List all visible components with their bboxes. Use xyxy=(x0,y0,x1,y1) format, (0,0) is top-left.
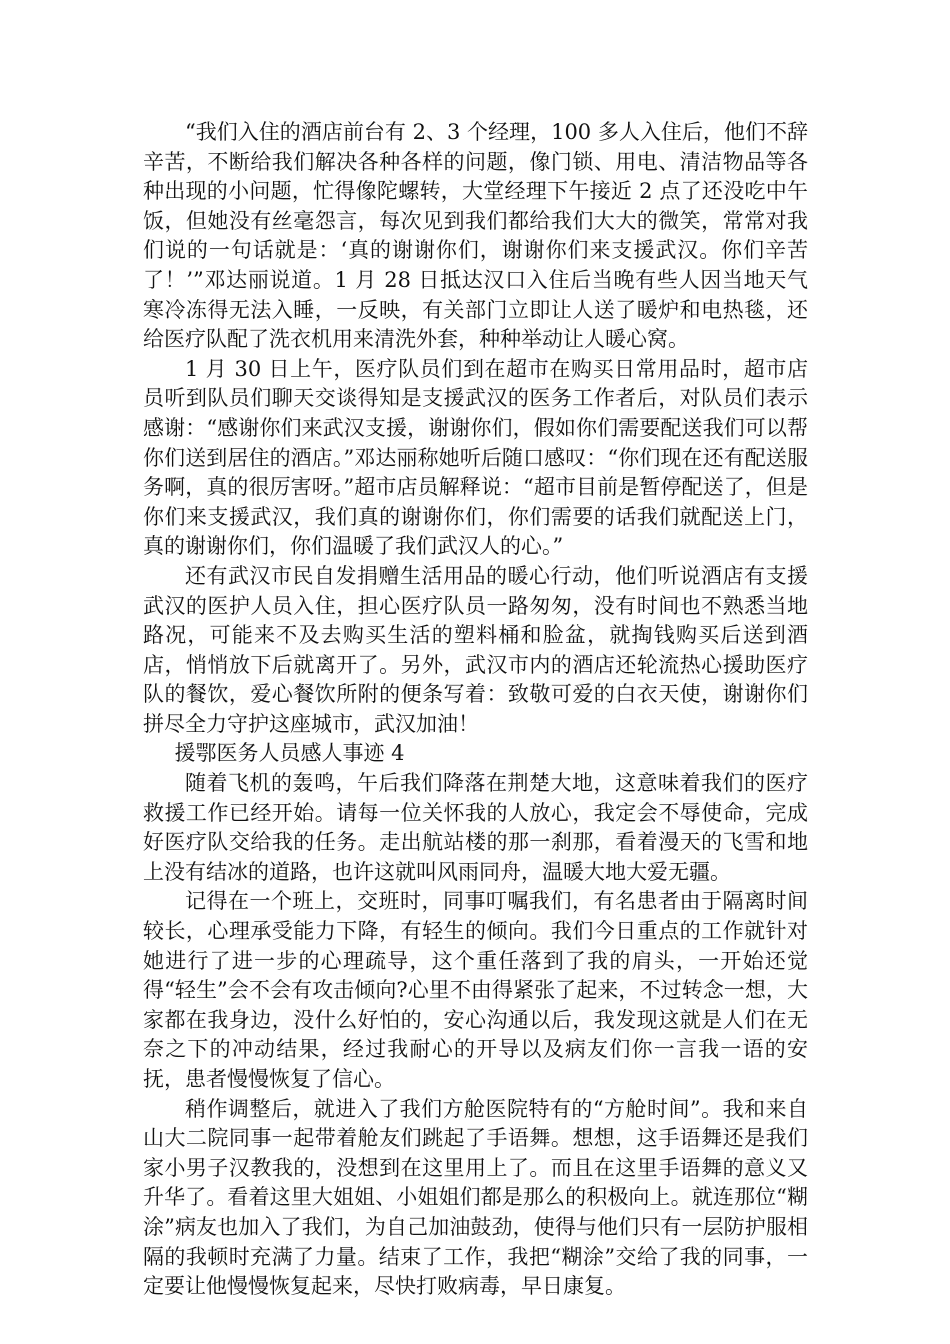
paragraph-arrival: 随着飞机的轰鸣，午后我们降落在荆楚大地，这意味着我们的医疗救援工作已经开始。请每一位关怀我的人放心，我定会不辱使命，完成好医疗队交给我的任务。走出航站楼的那一刹那，看着漫天的飞雪和地上没有结冰的道路，也许这就叫风雨同舟，温暖大地大爱无疆。 xyxy=(143,771,808,884)
paragraph-sign-dance: 稍作调整后，就进入了我们方舱医院特有的“方舱时间”。我和来自山大二院同事一起带着舱友们跳起了手语舞。想想，这手语舞还是我们家小男子汉教我的，没想到在这里用上了。而且在这里手语舞的意义又升华了。看着这里大姐姐、小姐姐们都是那么的积极向上。就连那位“糊涂”病友也加入了我们，为自己加油鼓劲，使得与他们只有一层防护服相隔的我顿时充满了力量。结束了工作，我把“糊涂”交给了我的同事，一定要让他慢慢恢复起来，尽快打败病毒，早日康复。 xyxy=(143,1096,808,1299)
section-heading: 援鄂医务人员感人事迹 4 xyxy=(174,741,405,766)
document-body xyxy=(143,118,808,1302)
paragraph-supermarket: 1 月 30 日上午，医疗队员们到在超市在购买日常用品时，超市店员听到队员们聊天交谈得知是支援武汉的医务工作者后，对队员们表示感谢：“感谢你们来武汉支援，谢谢你们，假如你们需要配送我们可以帮你们送到居住的酒店。”邓达丽称她听后随口感叹：“你们现在还有配送服务啊，真的很厉害呀。”超市店员解释说：“超市目前是暂停配送了，但是你们来支援武汉，我们真的谢谢你们，你们需要的话我们就配送上门，真的谢谢你们，你们温暖了我们武汉人的心。” xyxy=(143,356,808,559)
paragraph-patient-care: 记得在一个班上，交班时，同事叮嘱我们，有名患者由于隔离时间较长，心理承受能力下降，有轻生的倾向。我们今日重点的工作就针对她进行了进一步的心理疏导，这个重任落到了我的肩头，一开始还觉得“轻生”会不会有攻击倾向?心里不由得紧张了起来，不过转念一想，大家都在我身边，没什么好怕的，安心沟通以后，我发现这就是人们在无奈之下的冲动结果，经过我耐心的开导以及病友们你一言我一语的安抚，患者慢慢恢复了信心。 xyxy=(143,889,808,1091)
paragraph-citizens: 还有武汉市民自发捐赠生活用品的暖心行动，他们听说酒店有支援武汉的医护人员入住，担心医疗队员一路匆匆，没有时间也不熟悉当地路况，可能来不及去购买生活的塑料桶和脸盆，就掏钱购买后送到酒店，悄悄放下后就离开了。另外，武汉市内的酒店还轮流热心援助医疗队的餐饮，爱心餐饮所附的便条写着：致敬可爱的白衣天使，谢谢你们拼尽全力守护这座城市，武汉加油！ xyxy=(143,563,808,736)
paragraph-hotel-staff: “我们入住的酒店前台有 2、3 个经理，100 多人入住后，他们不辞辛苦，不断给我们解决各种各样的问题，像门锁、用电、清洁物品等各种出现的小问题，忙得像陀螺转，大堂经理下午接近 2 点了还没吃中午饭，但她没有丝毫怨言，每次见到我们都给我们大大的微笑，常常对我们说的一句话就是：‘真的谢谢你们，谢谢你们来支援武汉。你们辛苦了！’”邓达丽说道。1 月 28 日抵达汉口入住后当晚有些人因当地天气寒冷冻得无法入睡，一反映，有关部门立即让人送了暖炉和电热毯，还给医疗队配了洗衣机用来清洗外套，种种举动让人暖心窝。 xyxy=(143,120,808,352)
